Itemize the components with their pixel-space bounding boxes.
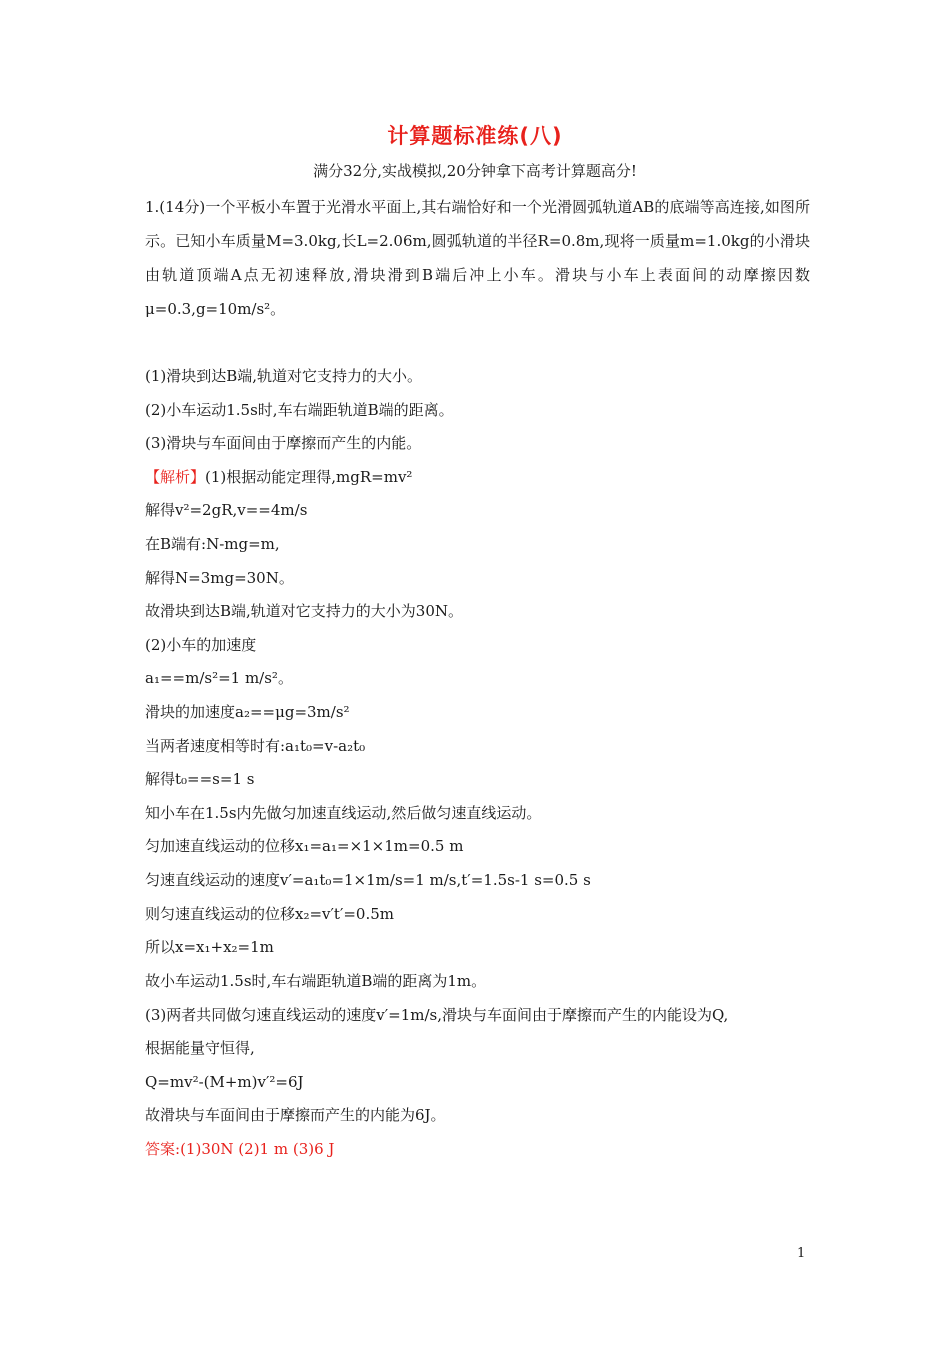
solution-line: 匀速直线运动的速度v′=a₁t₀=1×1m/s=1 m/s,t′=1.5s-1 s=0.5 s [145, 870, 591, 889]
solution-line-1-text: (1)根据动能定理得,mgR=mv² [205, 467, 413, 486]
solution-line: 解得N=3mg=30N。 [145, 568, 294, 587]
solution-line: 匀加速直线运动的位移x₁=a₁=×1×1m=0.5 m [145, 837, 464, 856]
solution-line: 解得t₀==s=1 s [145, 770, 255, 789]
solution-line: 解得v²=2gR,v==4m/s [145, 501, 308, 520]
document-body [145, 190, 810, 1167]
solution-line: 在B端有:N-mg=m, [145, 534, 280, 553]
page-number: 1 [797, 1246, 806, 1261]
page-title: 计算题标准练(八) [387, 124, 563, 148]
question-1: (1)滑块到达B端,轨道对它支持力的大小。 [145, 367, 423, 385]
solution-line: 所以x=x₁+x₂=1m [145, 938, 274, 957]
solution-part3: (3)两者共同做匀速直线运动的速度v′=1m/s,滑块与车面间由于摩擦而产生的内能设为Q, [145, 1006, 729, 1025]
solution-line: 知小车在1.5s内先做匀加速直线运动,然后做匀速直线运动。 [145, 803, 542, 822]
solution-line: 故小车运动1.5s时,车右端距轨道B端的距离为1m。 [145, 971, 487, 990]
solution-line: 当两者速度相等时有:a₁t₀=v-a₂t₀ [145, 736, 366, 755]
problem-statement: 1.(14分)一个平板小车置于光滑水平面上,其右端恰好和一个光滑圆弧轨道AB的底端等高连接,如图所示。已知小车质量M=3.0kg,长L=2.06m,圆弧轨道的半径R=0.8m,现将一质量m=1.0kg的小滑块由轨道顶端A点无初速释放,滑块滑到B端后冲上小车。滑块与小车上表面间的动摩擦因数 μ=0.3,g=10m/s²。 [145, 198, 810, 318]
page-subtitle: 满分32分,实战模拟,20分钟拿下高考计算题高分! [313, 162, 637, 180]
solution-line: (2)小车的加速度 [145, 635, 257, 654]
answer-label: 答案 [145, 1140, 176, 1159]
solution-line: 则匀速直线运动的位移x₂=v′t′=0.5m [145, 904, 395, 923]
question-3: (3)滑块与车面间由于摩擦而产生的内能。 [145, 434, 422, 453]
answer-line [145, 1133, 810, 1167]
solution-line: 故滑块与车面间由于摩擦而产生的内能为6J。 [145, 1106, 446, 1125]
figure-gap [145, 326, 810, 360]
solution-line: Q=mv²-(M+m)v′²=6J [145, 1072, 304, 1091]
answer-text: :(1)30N (2)1 m (3)6 J [175, 1140, 335, 1159]
solution-line-1 [145, 461, 810, 495]
solution-line: 根据能量守恒得, [145, 1039, 255, 1058]
solution-line: 故滑块到达B端,轨道对它支持力的大小为30N。 [145, 602, 464, 621]
question-2: (2)小车运动1.5s时,车右端距轨道B端的距离。 [145, 400, 454, 419]
solution-line: 滑块的加速度a₂==μg=3m/s² [145, 702, 350, 721]
solution-line: a₁==m/s²=1 m/s²。 [145, 669, 293, 688]
analysis-label: 【解析】 [145, 467, 206, 486]
